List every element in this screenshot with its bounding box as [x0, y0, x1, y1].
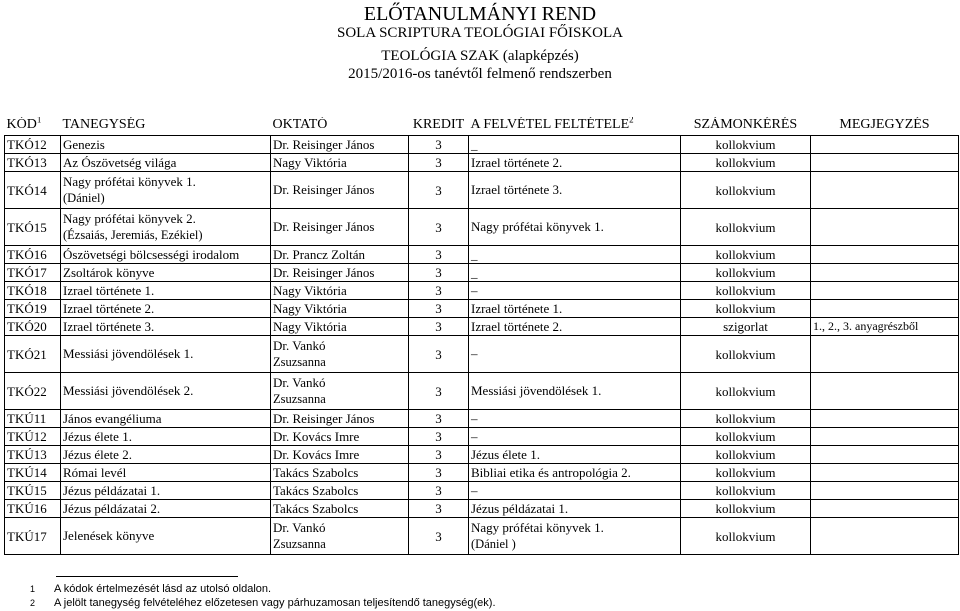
cell-subject: Izrael története 1.: [61, 282, 271, 300]
cell-prereq: _: [469, 136, 681, 154]
col-note-header: MEGJEGYZÉS: [839, 117, 930, 132]
cell-teacher: Takács Szabolcs: [271, 500, 409, 518]
cell-note: [811, 446, 959, 464]
cell-code: TKÓ19: [5, 300, 61, 318]
cell-credit: 3: [409, 410, 469, 428]
cell-exam: kollokvium: [681, 209, 811, 246]
cell-exam: kollokvium: [681, 246, 811, 264]
table-row: [5, 136, 959, 154]
cell-subject: Messiási jövendölések 1.: [61, 336, 271, 373]
cell-exam: kollokvium: [681, 410, 811, 428]
cell-prereq: _: [469, 246, 681, 264]
cell-note: [811, 464, 959, 482]
col-credit-header: KREDIT: [412, 117, 465, 132]
table-row: [5, 410, 959, 428]
cell-code: TKÚ11: [5, 410, 61, 428]
cell-note: 1., 2., 3. anyagrészből: [811, 318, 959, 336]
cell-code: TKÚ12: [5, 428, 61, 446]
table-row: [5, 300, 959, 318]
cell-subject: Ószövetségi bölcsességi irodalom: [61, 246, 271, 264]
cell-credit: 3: [409, 336, 469, 373]
cell-credit: 3: [409, 136, 469, 154]
cell-note: [811, 336, 959, 373]
cell-code: TKÓ16: [5, 246, 61, 264]
cell-code: TKÚ14: [5, 464, 61, 482]
cell-code: TKÓ22: [5, 373, 61, 410]
validity-note: 2015/2016-os tanévtől felmenő rendszerben: [348, 66, 612, 82]
curriculum-table: [4, 117, 959, 555]
cell-note: [811, 154, 959, 172]
cell-code: TKÓ13: [5, 154, 61, 172]
footnote-2: 2 A jelölt tanegység felvételéhez előzetesen vagy párhuzamosan teljesítendő tanegység(ek).: [30, 597, 496, 609]
cell-prereq: Jézus példázatai 1.: [469, 500, 681, 518]
cell-note: [811, 410, 959, 428]
cell-exam: kollokvium: [681, 500, 811, 518]
cell-exam: kollokvium: [681, 336, 811, 373]
cell-teacher: Dr. Reisinger János: [271, 172, 409, 209]
cell-teacher: Dr. Reisinger János: [271, 209, 409, 246]
cell-note: [811, 246, 959, 264]
cell-credit: 3: [409, 464, 469, 482]
table-row: [5, 318, 959, 336]
cell-code: TKÚ15: [5, 482, 61, 500]
cell-subject: Genezis: [61, 136, 271, 154]
cell-credit: 3: [409, 500, 469, 518]
cell-credit: 3: [409, 172, 469, 209]
cell-subject: János evangéliuma: [61, 410, 271, 428]
cell-exam: kollokvium: [681, 518, 811, 555]
cell-prereq: Jézus élete 1.: [469, 446, 681, 464]
cell-code: TKÚ13: [5, 446, 61, 464]
cell-teacher: Dr. Kovács Imre: [271, 428, 409, 446]
cell-teacher: Dr. Reisinger János: [271, 410, 409, 428]
table-row: [5, 264, 959, 282]
col-code-header: KÓD$^1$: [6, 117, 42, 132]
cell-prereq: Izrael története 2.: [469, 318, 681, 336]
col-subject-header: TANEGYSÉG: [62, 117, 146, 132]
cell-exam: kollokvium: [681, 428, 811, 446]
cell-exam: kollokvium: [681, 264, 811, 282]
cell-note: [811, 300, 959, 318]
cell-note: [811, 518, 959, 555]
table-row: [5, 172, 959, 209]
cell-credit: 3: [409, 318, 469, 336]
cell-exam: kollokvium: [681, 482, 811, 500]
program-name: TEOLÓGIA SZAK (alapképzés): [381, 48, 579, 64]
cell-note: [811, 500, 959, 518]
cell-subject: Zsoltárok könyve: [61, 264, 271, 282]
cell-subject: Jelenések könyve: [61, 518, 271, 555]
cell-teacher: Dr. Vankó Zsuzsanna: [271, 373, 409, 410]
footnote-divider: [56, 576, 238, 577]
cell-prereq: –: [469, 482, 681, 500]
cell-subject: Jézus élete 2.: [61, 446, 271, 464]
cell-code: TKÓ14: [5, 172, 61, 209]
table-row: [5, 209, 959, 246]
cell-code: TKÓ18: [5, 282, 61, 300]
cell-teacher: Dr. Vankó Zsuzsanna: [271, 518, 409, 555]
cell-credit: 3: [409, 209, 469, 246]
col-teacher-header: OKTATÓ: [272, 117, 328, 132]
cell-note: [811, 482, 959, 500]
cell-code: TKÓ15: [5, 209, 61, 246]
cell-subject: Jézus példázatai 2.: [61, 500, 271, 518]
cell-prereq: –: [469, 336, 681, 373]
cell-subject: Izrael története 3.: [61, 318, 271, 336]
cell-credit: 3: [409, 154, 469, 172]
cell-teacher: Takács Szabolcs: [271, 482, 409, 500]
cell-code: TKÓ17: [5, 264, 61, 282]
cell-code: TKÓ20: [5, 318, 61, 336]
cell-prereq: –: [469, 282, 681, 300]
cell-prereq: Messiási jövendölések 1.: [469, 373, 681, 410]
cell-teacher: Takács Szabolcs: [271, 464, 409, 482]
cell-prereq: _: [469, 264, 681, 282]
cell-teacher: Dr. Reisinger János: [271, 136, 409, 154]
cell-prereq: Bibliai etika és antropológia 2.: [469, 464, 681, 482]
table-row: [5, 246, 959, 264]
table-row: [5, 446, 959, 464]
cell-note: [811, 428, 959, 446]
footnote-1: 1 A kódok értelmezését lásd az utolsó oldalon.: [30, 583, 272, 595]
cell-teacher: Dr. Kovács Imre: [271, 446, 409, 464]
cell-prereq: Izrael története 1.: [469, 300, 681, 318]
cell-exam: kollokvium: [681, 172, 811, 209]
table-row: [5, 518, 959, 555]
cell-note: [811, 172, 959, 209]
school-name: SOLA SCRIPTURA TEOLÓGIAI FŐISKOLA: [337, 25, 623, 41]
cell-credit: 3: [409, 482, 469, 500]
cell-subject: Messiási jövendölések 2.: [61, 373, 271, 410]
cell-note: [811, 373, 959, 410]
cell-code: TKÚ17: [5, 518, 61, 555]
cell-exam: kollokvium: [681, 154, 811, 172]
table-row: [5, 428, 959, 446]
cell-note: [811, 209, 959, 246]
cell-subject: Jézus példázatai 1.: [61, 482, 271, 500]
table-row: [5, 482, 959, 500]
col-exam-header: SZÁMONKÉRÉS: [693, 117, 798, 132]
cell-credit: 3: [409, 428, 469, 446]
cell-credit: 3: [409, 373, 469, 410]
cell-credit: 3: [409, 300, 469, 318]
cell-subject: Az Ószövetség világa: [61, 154, 271, 172]
cell-code: TKÓ21: [5, 336, 61, 373]
cell-prereq: –: [469, 428, 681, 446]
cell-credit: 3: [409, 246, 469, 264]
cell-subject: Nagy prófétai könyvek 1. (Dániel): [61, 172, 271, 209]
cell-exam: kollokvium: [681, 464, 811, 482]
cell-prereq: –: [469, 410, 681, 428]
cell-credit: 3: [409, 264, 469, 282]
cell-code: TKÓ12: [5, 136, 61, 154]
cell-teacher: Nagy Viktória: [271, 318, 409, 336]
cell-teacher: Dr. Prancz Zoltán: [271, 246, 409, 264]
table-row: [5, 464, 959, 482]
cell-exam: kollokvium: [681, 300, 811, 318]
cell-teacher: Dr. Reisinger János: [271, 264, 409, 282]
cell-credit: 3: [409, 282, 469, 300]
table-row: [5, 373, 959, 410]
cell-exam: kollokvium: [681, 136, 811, 154]
table-row: [5, 500, 959, 518]
table-row: [5, 154, 959, 172]
col-prereq-header: A FELVÉTEL FELTÉTELE$^2$: [470, 117, 634, 132]
cell-teacher: Nagy Viktória: [271, 300, 409, 318]
document-title: ELŐTANULMÁNYI REND: [363, 3, 597, 25]
cell-credit: 3: [409, 518, 469, 555]
cell-note: [811, 264, 959, 282]
cell-subject: Nagy prófétai könyvek 2. (Ézsaiás, Jeremiás, Ezékiel): [61, 209, 271, 246]
cell-teacher: Nagy Viktória: [271, 282, 409, 300]
cell-teacher: Dr. Vankó Zsuzsanna: [271, 336, 409, 373]
cell-exam: kollokvium: [681, 282, 811, 300]
cell-code: TKÚ16: [5, 500, 61, 518]
cell-subject: Római levél: [61, 464, 271, 482]
cell-subject: Jézus élete 1.: [61, 428, 271, 446]
cell-exam: kollokvium: [681, 373, 811, 410]
cell-prereq: Nagy prófétai könyvek 1. (Dániel ): [469, 518, 681, 555]
table-row: [5, 282, 959, 300]
cell-credit: 3: [409, 446, 469, 464]
cell-prereq: Izrael története 3.: [469, 172, 681, 209]
cell-note: [811, 282, 959, 300]
cell-note: [811, 136, 959, 154]
table-row: [5, 336, 959, 373]
cell-exam: kollokvium: [681, 446, 811, 464]
cell-subject: Izrael története 2.: [61, 300, 271, 318]
table-header-row: [5, 117, 959, 136]
cell-prereq: Nagy prófétai könyvek 1.: [469, 209, 681, 246]
cell-teacher: Nagy Viktória: [271, 154, 409, 172]
cell-prereq: Izrael története 2.: [469, 154, 681, 172]
cell-exam: szigorlat: [681, 318, 811, 336]
